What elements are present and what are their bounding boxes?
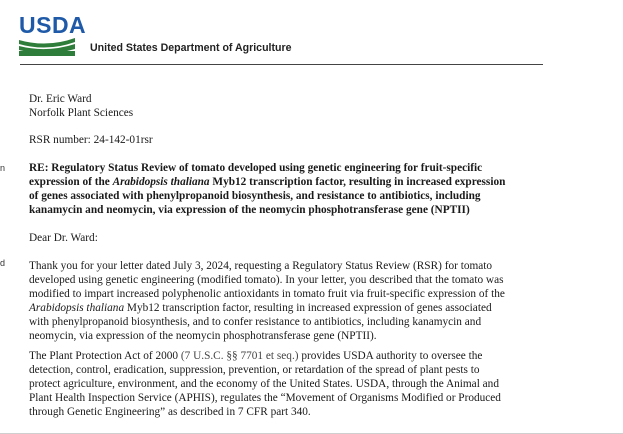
body-line: neomycin, via expression of the neomycin phosphotransferase gene (NPTII). (29, 330, 377, 343)
recipient-name: Dr. Eric Ward (29, 93, 92, 105)
statute-citation: (7 U.S.C. §§ 7701 et seq.) (180, 350, 299, 362)
header-divider (20, 64, 543, 65)
body-line: Plant Health Inspection Service (APHIS), regulates the “Movement of Organisms Modified or Produced (29, 392, 501, 405)
agency-name: United States Department of Agriculture (90, 42, 292, 54)
margin-mark: d (0, 258, 6, 268)
body-line: with phenylpropanoid biosynthesis, and to confer resistance to antibiotics, including kanamycin and (29, 316, 482, 329)
subject-line (29, 161, 547, 217)
body-line: through Genetic Engineering” as described in 7 CFR part 340. (29, 406, 311, 419)
body-line: Arabidopsis thaliana Myb12 transcription factor, resulting in increased expression of genes associated (29, 302, 492, 315)
body-paragraph-1 (29, 259, 547, 344)
subject-line-1: RE: Regulatory Status Review of tomato developed using genetic engineering for fruit-specific (29, 162, 483, 174)
body-line: developed using genetic engineering (modified tomato). In your letter, you described that the tomato was (29, 274, 504, 287)
usda-logo-mark (19, 38, 75, 56)
body-line: modified to impart increased polyphenolic antioxidants in tomato fruit via fruit-specific expression of the (29, 288, 505, 301)
body-line: Thank you for your letter dated July 3, 2024, requesting a Regulatory Status Review (RSR) for tomato (29, 260, 493, 272)
body-line: protect agriculture, environment, and the economy of the United States. USDA, through the Animal and (29, 378, 499, 391)
subject-line-4: kanamycin and neomycin, via expression of the neomycin phosphotransferase gene (NPTII) (29, 204, 470, 217)
species-name: Arabidopsis thaliana (112, 176, 210, 189)
rsr-number: RSR number: 24-142-01rsr (29, 134, 153, 146)
usda-logo-text: USDA (19, 12, 87, 38)
body-line: The Plant Protection Act of 2000 (7 U.S.C. §§ 7701 et seq.) provides USDA authority to oversee the (29, 350, 483, 362)
body-line: detection, control, eradication, suppression, prevention, or retardation of the spread of plant pests to (29, 364, 480, 377)
species-name: Arabidopsis thaliana (29, 302, 125, 315)
salutation: Dear Dr. Ward: (29, 232, 98, 244)
body-paragraph-2 (29, 349, 547, 419)
usda-logo (19, 12, 87, 56)
subject-line-3: of genes associated with phenylpropanoid biosynthesis, and resistance to antibiotics, including (29, 190, 481, 203)
recipient-org: Norfolk Plant Sciences (29, 107, 134, 119)
subject-line-2: expression of the Arabidopsis thaliana Myb12 transcription factor, resulting in increased expression (29, 176, 506, 189)
margin-mark: n (0, 163, 6, 173)
